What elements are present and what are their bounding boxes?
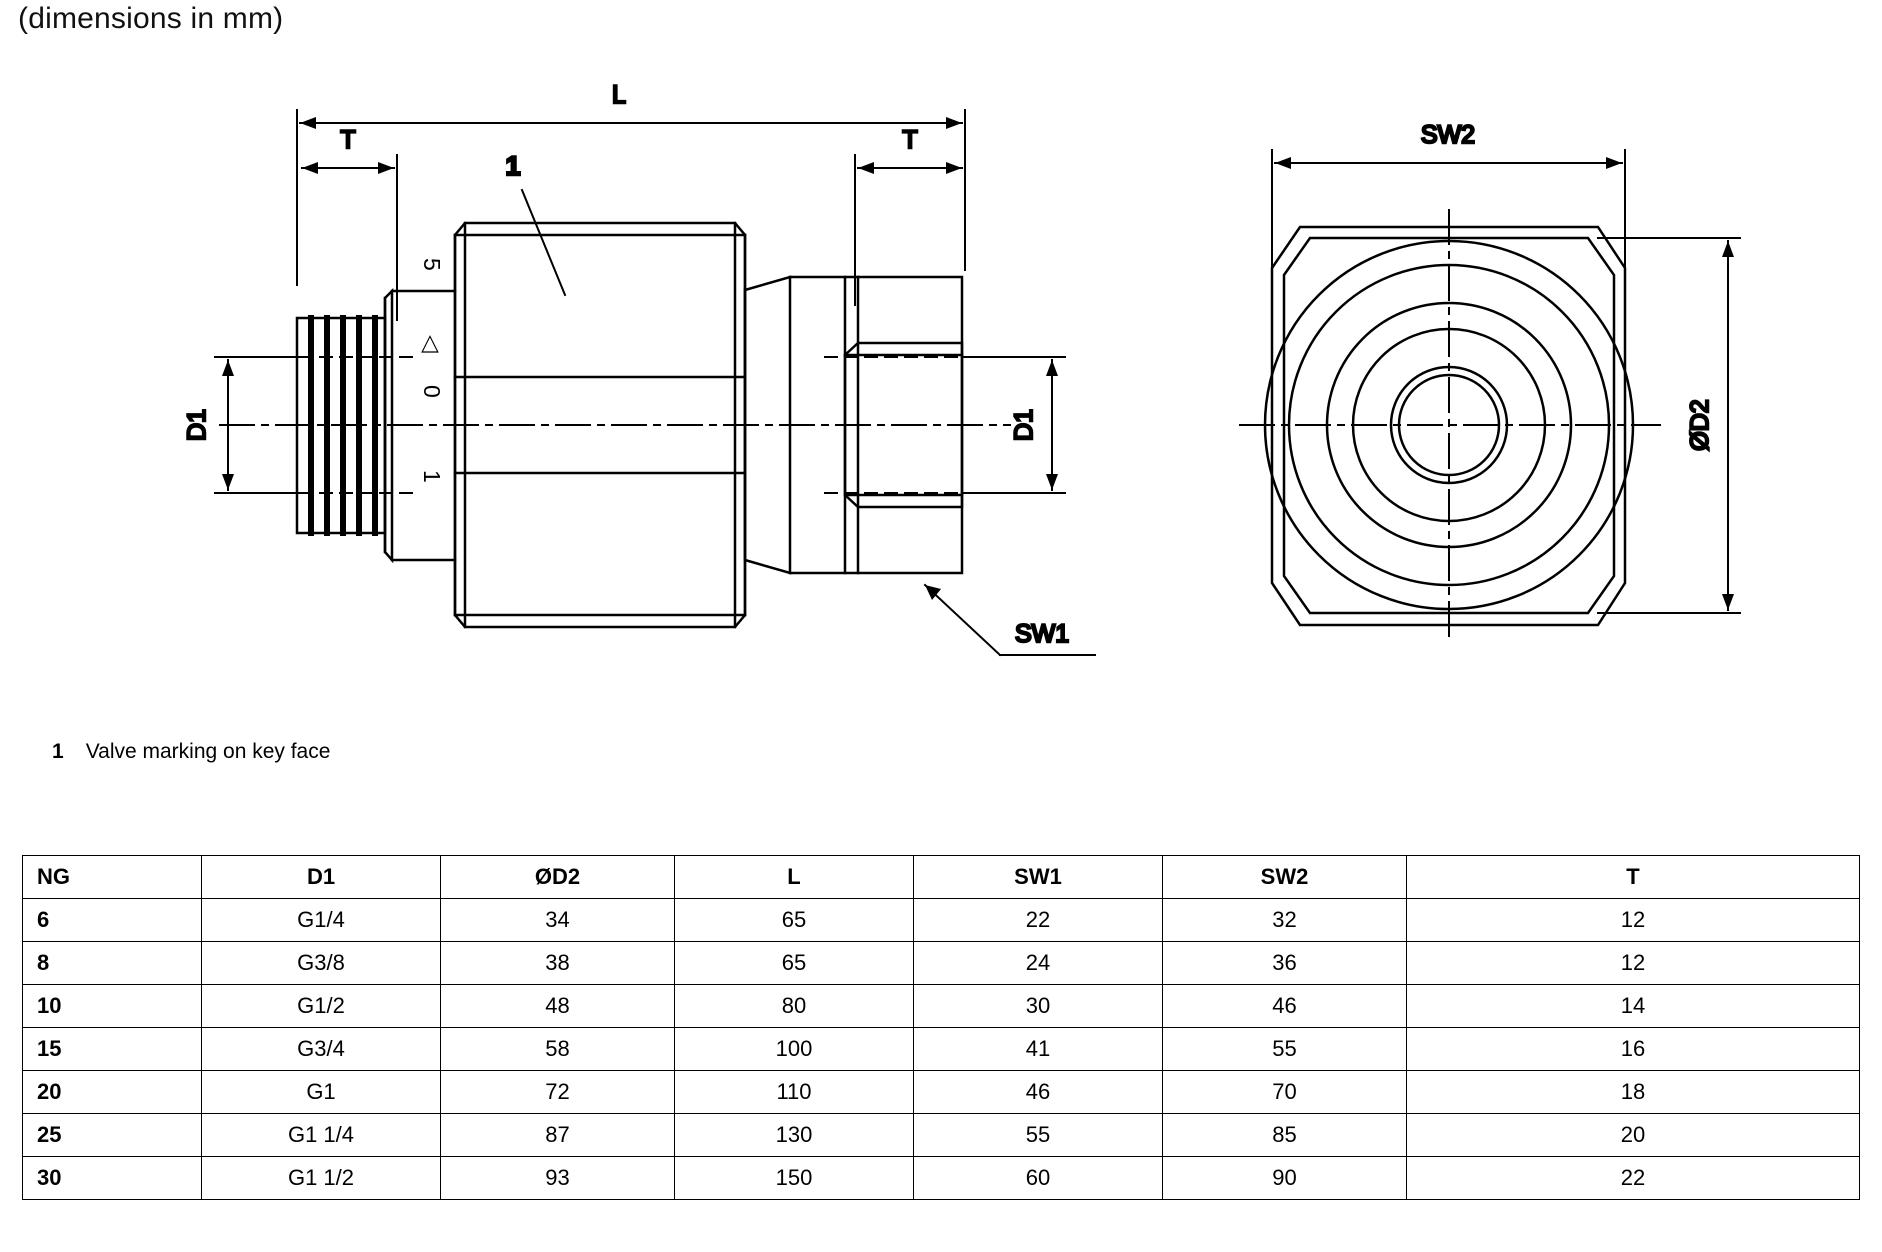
legend-text: Valve marking on key face	[85, 740, 331, 763]
table-row	[23, 1071, 1860, 1114]
callout-leader	[522, 190, 565, 295]
table-header-t: T	[1407, 856, 1860, 899]
label-SW1: SW1	[1015, 620, 1070, 648]
cell-d1: G1 1/2	[202, 1157, 441, 1200]
cell-sw2: 32	[1163, 899, 1407, 942]
label-callout-1: 1	[505, 151, 521, 181]
cell-ng: 25	[23, 1114, 202, 1157]
label-D1-right: D1	[1010, 409, 1038, 441]
drawing-area	[0, 55, 1882, 695]
cell-sw1: 46	[914, 1071, 1163, 1114]
table-row	[23, 1028, 1860, 1071]
table-header-row	[23, 856, 1860, 899]
table-row	[23, 1157, 1860, 1200]
dimensions-table	[22, 855, 1860, 1200]
cell-d1: G3/8	[202, 942, 441, 985]
cell-sw2: 46	[1163, 985, 1407, 1028]
table-body	[23, 899, 1860, 1200]
cell-ng: 8	[23, 942, 202, 985]
cell-ng: 30	[23, 1157, 202, 1200]
cell-t: 14	[1407, 985, 1860, 1028]
label-SW2: SW2	[1420, 121, 1476, 149]
cell-d1: G3/4	[202, 1028, 441, 1071]
cell-t: 22	[1407, 1157, 1860, 1200]
cell-t: 18	[1407, 1071, 1860, 1114]
cell-sw2: 90	[1163, 1157, 1407, 1200]
label-OD2: ØD2	[1686, 399, 1714, 451]
marking-arrow: ◁	[419, 335, 445, 353]
centerlines-end-view	[1240, 210, 1660, 643]
cell-sw1: 60	[914, 1157, 1163, 1200]
cell-t: 12	[1407, 942, 1860, 985]
label-L: L	[612, 81, 626, 109]
cell-l: 100	[675, 1028, 914, 1071]
cell-l: 130	[675, 1114, 914, 1157]
label-T-left: T	[340, 126, 356, 154]
cell-d1: G1/4	[202, 899, 441, 942]
cell-od2: 72	[441, 1071, 675, 1114]
marking-5: 5	[419, 258, 445, 271]
cell-d1: G1/2	[202, 985, 441, 1028]
cell-l: 65	[675, 899, 914, 942]
table-header-l: L	[675, 856, 914, 899]
cell-sw1: 24	[914, 942, 1163, 985]
cell-od2: 58	[441, 1028, 675, 1071]
cell-t: 16	[1407, 1028, 1860, 1071]
table-header-sw1: SW1	[914, 856, 1163, 899]
table-row	[23, 942, 1860, 985]
cell-l: 65	[675, 942, 914, 985]
cell-ng: 20	[23, 1071, 202, 1114]
cell-ng: 10	[23, 985, 202, 1028]
legend-number: 1	[52, 740, 64, 763]
cell-sw1: 41	[914, 1028, 1163, 1071]
cell-ng: 6	[23, 899, 202, 942]
marking-0: 0	[419, 385, 445, 398]
dimension-T-right	[855, 155, 962, 305]
table-row	[23, 1114, 1860, 1157]
table-header-od2: ØD2	[441, 856, 675, 899]
table-header-d1: D1	[202, 856, 441, 899]
cell-od2: 87	[441, 1114, 675, 1157]
dimension-T-left	[302, 155, 397, 320]
cell-sw2: 85	[1163, 1114, 1407, 1157]
table-header-ng: NG	[23, 856, 202, 899]
cell-l: 80	[675, 985, 914, 1028]
valve-drawing-svg	[0, 55, 1882, 695]
cell-sw2: 55	[1163, 1028, 1407, 1071]
dimensions-note: (dimensions in mm)	[18, 2, 284, 35]
cell-sw1: 30	[914, 985, 1163, 1028]
marking-1: 1	[419, 470, 445, 483]
table-row	[23, 985, 1860, 1028]
legend	[52, 740, 330, 764]
cell-l: 110	[675, 1071, 914, 1114]
cell-od2: 38	[441, 942, 675, 985]
cell-t: 12	[1407, 899, 1860, 942]
cell-od2: 48	[441, 985, 675, 1028]
cell-od2: 34	[441, 899, 675, 942]
label-D1-left: D1	[183, 409, 211, 441]
cell-d1: G1 1/4	[202, 1114, 441, 1157]
cell-od2: 93	[441, 1157, 675, 1200]
sw1-leader	[925, 585, 1095, 655]
table-header-sw2: SW2	[1163, 856, 1407, 899]
cell-sw1: 55	[914, 1114, 1163, 1157]
cell-d1: G1	[202, 1071, 441, 1114]
cell-t: 20	[1407, 1114, 1860, 1157]
label-T-right: T	[902, 126, 918, 154]
cell-sw2: 70	[1163, 1071, 1407, 1114]
cell-sw1: 22	[914, 899, 1163, 942]
cell-ng: 15	[23, 1028, 202, 1071]
cell-sw2: 36	[1163, 942, 1407, 985]
cell-l: 150	[675, 1157, 914, 1200]
table-row	[23, 899, 1860, 942]
